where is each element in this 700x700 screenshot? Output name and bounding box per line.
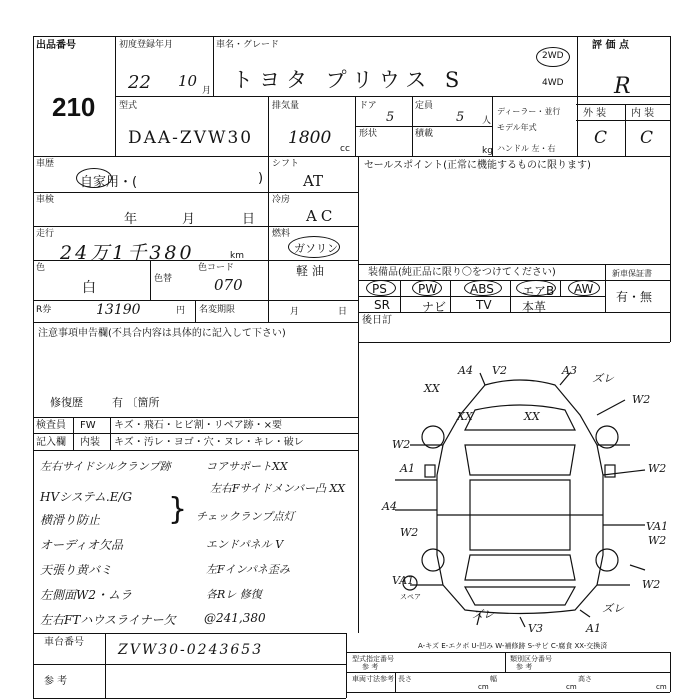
dimensions-label: 車両寸法参考 [352,675,394,683]
recycle-value: 13190 [96,302,141,318]
mark-xx-3: XX [424,382,440,395]
drive-4wd: 4WD [542,78,564,88]
color-code-label: 色コード [198,263,235,273]
color-change-label: 色替 [154,274,173,284]
displacement-unit: cc [340,144,350,154]
inspector-label: 検査員 [36,420,66,431]
exterior-value: C [594,128,608,148]
car-history-value: 自家用・( [80,175,138,190]
height-unit: cm [656,683,667,691]
length-unit: cm [478,683,489,691]
name-change-label: 名変期限 [199,305,236,315]
damage-legend: A-キズ E-エクボ U-凹み W-補修跡 S-サビ C-腐食 XX-交換済 [418,642,608,650]
category-number-label: 類別区分番号 [510,655,552,663]
reg-year: 22 [128,72,151,93]
ps-circle [366,280,396,296]
mark-spare: スペア [400,593,421,601]
mileage-label: 走行 [36,229,55,239]
mark-a1-bottom: A1 [586,622,601,635]
note-1: 左右サイドシルクランプ跡 [40,460,171,473]
mark-a1-left: A1 [400,462,415,475]
abs-circle [464,280,502,296]
recycle-label: R券 [36,305,52,315]
capacity-unit: 人 [482,116,492,126]
warranty-value: 有・無 [616,290,653,304]
mark-w2-br: W2 [642,578,661,591]
mark-w2-tr: W2 [632,393,651,406]
type-designation-ref: 参 考 [362,663,379,671]
ac-value: AC [306,207,337,225]
first-reg-label: 初度登録年月 [119,40,174,50]
equip-tv: TV [476,298,492,312]
mark-v2-top: V2 [492,364,507,377]
fw-label: FW [80,420,96,431]
mark-v3: V3 [528,622,543,635]
interior-label: 内 装 [631,108,655,119]
new-car-warranty-label: 新車保証書 [612,269,652,278]
shift-label: シフト [272,159,300,169]
car-history-label: 車歴 [36,159,55,169]
equip-leather: 本革 [522,300,547,314]
note-4: HVシステム.E/G [40,490,133,504]
note-5: 横滑り防止 [40,513,101,527]
note-2: コアサポートXX [206,460,288,473]
equipment-label: 装備品(純正品に限り〇をつけてください) [368,267,556,278]
note-9: 天張り黄バミ [40,563,113,577]
note-13: 左右FTハウスライナー欠 [40,613,176,627]
chassis-ref-label: 参 考 [44,676,68,687]
record-label: 記入欄 [36,437,66,448]
mark-zure-br: ズレ [602,602,624,615]
type-designation-label: 型式指定番号 [352,655,394,663]
note-7: オーディオ欠品 [40,538,124,552]
inspection-year: 年 [124,212,138,227]
mark-a4-top: A4 [458,364,473,377]
equip-pw: PW [418,282,438,296]
handle-label: ハンドル 左・右 [497,144,556,153]
mark-w2-right: W2 [648,462,667,475]
equip-aw: AW [574,282,594,296]
reg-month-unit: 月 [202,86,212,96]
doors-value: 5 [386,110,395,125]
color-value: 白 [82,280,96,296]
interior-value: C [640,128,654,148]
mark-a3: A3 [562,364,577,377]
equip-navi: ナビ [422,300,447,314]
width-label: 幅 [490,675,497,683]
model-value: DAA-ZVW30 [128,128,254,148]
capacity-label: 定員 [415,101,434,111]
interior-items: キズ・汚レ・ヨゴ・穴・ヌレ・キレ・破レ [114,437,304,448]
ac-label: 冷房 [272,195,291,205]
fw-items: キズ・飛石・ヒビ割・リペア跡・×要 [114,420,282,431]
width-unit: cm [566,683,577,691]
color-code-value: 070 [214,276,243,294]
airbag-circle [516,280,556,296]
equip-ps: PS [372,282,387,296]
mark-w2-left2: W2 [400,526,419,539]
recycle-unit: 円 [176,306,186,316]
lot-number: 210 [52,92,96,122]
inspection-month: 月 [182,212,196,227]
car-history-close: ) [258,171,264,186]
displacement-label: 排気量 [272,101,300,111]
note-14: @241,380 [204,611,266,625]
displacement-value: 1800 [288,128,332,148]
note-3: 左右Fサイドメンバー凸 XX [210,482,346,495]
doors-label: ドア [359,101,377,111]
mark-w2-left: W2 [392,438,411,451]
mark-xx-1: XX [457,410,473,423]
mark-xx-2: XX [524,410,540,423]
fuel-gasoline: ガソリン [294,242,338,255]
car-name: トヨタ プリウス S [232,68,466,92]
mark-zure-bl: ズレ [472,608,494,621]
mark-a4-left: A4 [382,500,397,513]
dealer-label: ディーラー・並行 [497,107,561,116]
interior-record-label: 内装 [80,437,100,448]
sales-point-label: セールスポイント(正常に機能するものに限ります) [364,160,591,171]
fuel-diesel: 軽 油 [296,264,324,278]
car-name-label: 車名・グレード [216,40,280,50]
mark-va1-left: VA1 [392,574,415,587]
lot-label: 出品番号 [36,40,76,51]
shape-label: 形状 [359,129,378,139]
length-label: 長さ [398,675,412,683]
note-10: 左Fインパネ歪み [206,563,290,576]
category-number-ref: 参 考 [516,663,533,671]
load-unit: kg [482,146,493,156]
fuel-label: 燃料 [272,229,291,239]
rear-seat-label: 後日訂 [362,315,392,326]
reg-month: 10 [178,72,198,90]
repair-history-label: 修復歴 [50,396,83,409]
equip-abs: ABS [470,282,494,296]
capacity-value: 5 [456,110,465,125]
note-8: エンドパネル V [206,538,284,551]
mileage-value: 24万1千380 [60,242,195,264]
equip-sr: SR [374,298,390,312]
exterior-label: 外 装 [583,108,607,119]
height-label: 高さ [578,675,592,683]
note-brace: } [168,492,188,527]
chassis-value: ZVW30-0243653 [118,642,264,658]
note-12: 各Rレ 修復 [206,588,262,601]
inspection-label: 車検 [36,195,55,205]
model-year-label: モデル年式 [497,123,537,132]
mileage-unit: km [230,251,244,261]
grade-label: 評 価 点 [592,40,629,51]
inspection-day: 日 [242,212,256,227]
mark-zure-top: ズレ [592,372,614,385]
load-label: 積載 [415,129,434,139]
repair-history-value: 有 〔箇所 [112,396,160,409]
drive-2wd: 2WD [542,51,564,61]
mark-w2-right2: W2 [648,534,667,547]
name-change-month: 月 [290,307,300,317]
pw-circle [412,280,442,296]
aw-circle [568,280,600,296]
equip-airbag: エアB [522,284,555,298]
note-11: 左側面W2・ムラ [40,588,132,602]
chassis-label: 車台番号 [44,637,84,648]
color-label: 色 [36,263,46,273]
note-6: チェックランプ点灯 [196,510,295,523]
mark-va1-right: VA1 [646,520,669,533]
name-change-day: 日 [338,307,348,317]
model-label: 型式 [119,101,138,111]
notes-label: 注意事項申告欄(不具合内容は具体的に記入して下さい) [38,328,286,339]
shift-value: AT [303,172,324,190]
grade-value: R [614,74,631,99]
